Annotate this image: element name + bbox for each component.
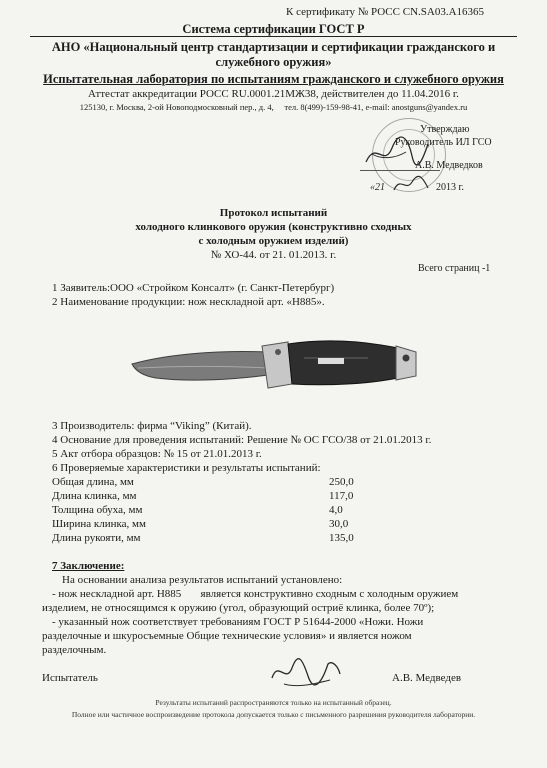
approval-date-month-handwritten xyxy=(392,172,432,196)
spec-label: Толщина обуха, мм xyxy=(52,504,143,516)
certificate-reference: К сертификату № РОСС CN.SA03.A16365 xyxy=(286,6,485,18)
approve-label: Утверждаю xyxy=(420,124,470,135)
spec-label: Общая длина, мм xyxy=(52,476,134,488)
spec-value: 117,0 xyxy=(329,490,354,502)
page-count: Всего страниц -1 xyxy=(418,263,491,274)
approver-position: Руководитель ИЛ ГСО xyxy=(395,137,492,148)
approver-name: А.В. Медведков xyxy=(415,160,483,171)
conclusion-intro: На основании анализа результатов испытаний установлено: xyxy=(62,574,343,586)
lab-address: 125130, г. Москва, 2-ой Новоподмосковный пер., д. 4, тел. 8(499)-159-98-41, e-mail: anostguns@yandex.ru xyxy=(79,102,468,112)
footer-note-2: Полное или частичное воспроизведение протокола допускается только с письменного разрешения руководителя лаборатории. xyxy=(71,710,476,719)
spec-row xyxy=(52,490,372,502)
protocol-subtitle-2: с холодным оружием изделий) xyxy=(198,235,349,247)
approver-signature xyxy=(362,132,432,172)
protocol-number: № ХО-44. от 21. 01.2013. г. xyxy=(210,249,337,261)
organization-line-2: служебного оружия» xyxy=(215,55,332,69)
spec-row xyxy=(52,532,372,544)
conclusion-heading: 7 Заключение: xyxy=(52,560,125,572)
spec-value: 4,0 xyxy=(329,504,343,516)
conclusion-point-1-line-1: - нож нескладной арт. Н885 является конструктивно сходным с холодным оружием xyxy=(52,588,459,600)
applicant: 1 Заявитель:ООО «Стройком Консалт» (г. Санкт-Петербург) xyxy=(52,282,335,294)
conclusion-point-1-line-2: изделием, не относящимся к оружию (угол, образующий остриё клинка, более 70º); xyxy=(42,602,435,614)
spec-value: 30,0 xyxy=(329,518,349,530)
conclusion-point-2-line-1: - указанный нож соответствует требованиям ГОСТ Р 51644-2000 «Ножи. Ножи xyxy=(52,616,424,628)
approval-date-day: «21 xyxy=(370,182,385,193)
footer-note-1: Результаты испытаний распространяются только на испытанный образец. xyxy=(155,698,392,707)
manufacturer: 3 Производитель: фирма “Viking” (Китай). xyxy=(52,420,252,432)
spec-row xyxy=(52,476,372,488)
approval-date-year: 2013 г. xyxy=(436,182,464,193)
characteristics-heading: 6 Проверяемые характеристики и результаты испытаний: xyxy=(52,462,321,474)
laboratory-name: Испытательная лаборатория по испытаниям гражданского и служебного оружия xyxy=(43,72,504,86)
conclusion-point-2-line-3: разделочным. xyxy=(42,644,107,656)
spec-value: 250,0 xyxy=(329,476,354,488)
spec-label: Длина рукояти, мм xyxy=(52,532,141,544)
protocol-title: Протокол испытаний xyxy=(219,207,328,219)
spec-row xyxy=(52,504,372,516)
spec-value: 135,0 xyxy=(329,532,354,544)
spec-row xyxy=(52,518,372,530)
organization-line-1: АНО «Национальный центр стандартизации и сертификации гражданского и xyxy=(51,40,496,54)
product-name: 2 Наименование продукции: нож нескладной арт. «Н885». xyxy=(52,296,325,308)
sampling-act: 5 Акт отбора образцов: № 15 от 21.01.2013 г. xyxy=(52,448,262,460)
tester-role: Испытатель xyxy=(42,672,98,684)
test-basis: 4 Основание для проведения испытаний: Решение № ОС ГСО/38 от 21.01.2013 г. xyxy=(52,434,432,446)
header-divider xyxy=(30,36,517,37)
knife-photo xyxy=(128,328,420,406)
conclusion-point-2-line-2: разделочные и шкуросъемные Общие технические условия» и является ножом xyxy=(42,630,412,642)
spec-label: Длина клинка, мм xyxy=(52,490,137,502)
certification-system: Система сертификации ГОСТ Р xyxy=(182,22,365,36)
tester-name: А.В. Медведев xyxy=(392,672,462,684)
spec-label: Ширина клинка, мм xyxy=(52,518,146,530)
protocol-subtitle-1: холодного клинкового оружия (конструктивно сходных xyxy=(135,221,412,233)
tester-signature xyxy=(268,654,344,694)
accreditation: Аттестат аккредитации РОСС RU.0001.21МЖ38, действителен до 11.04.2016 г. xyxy=(88,88,459,100)
